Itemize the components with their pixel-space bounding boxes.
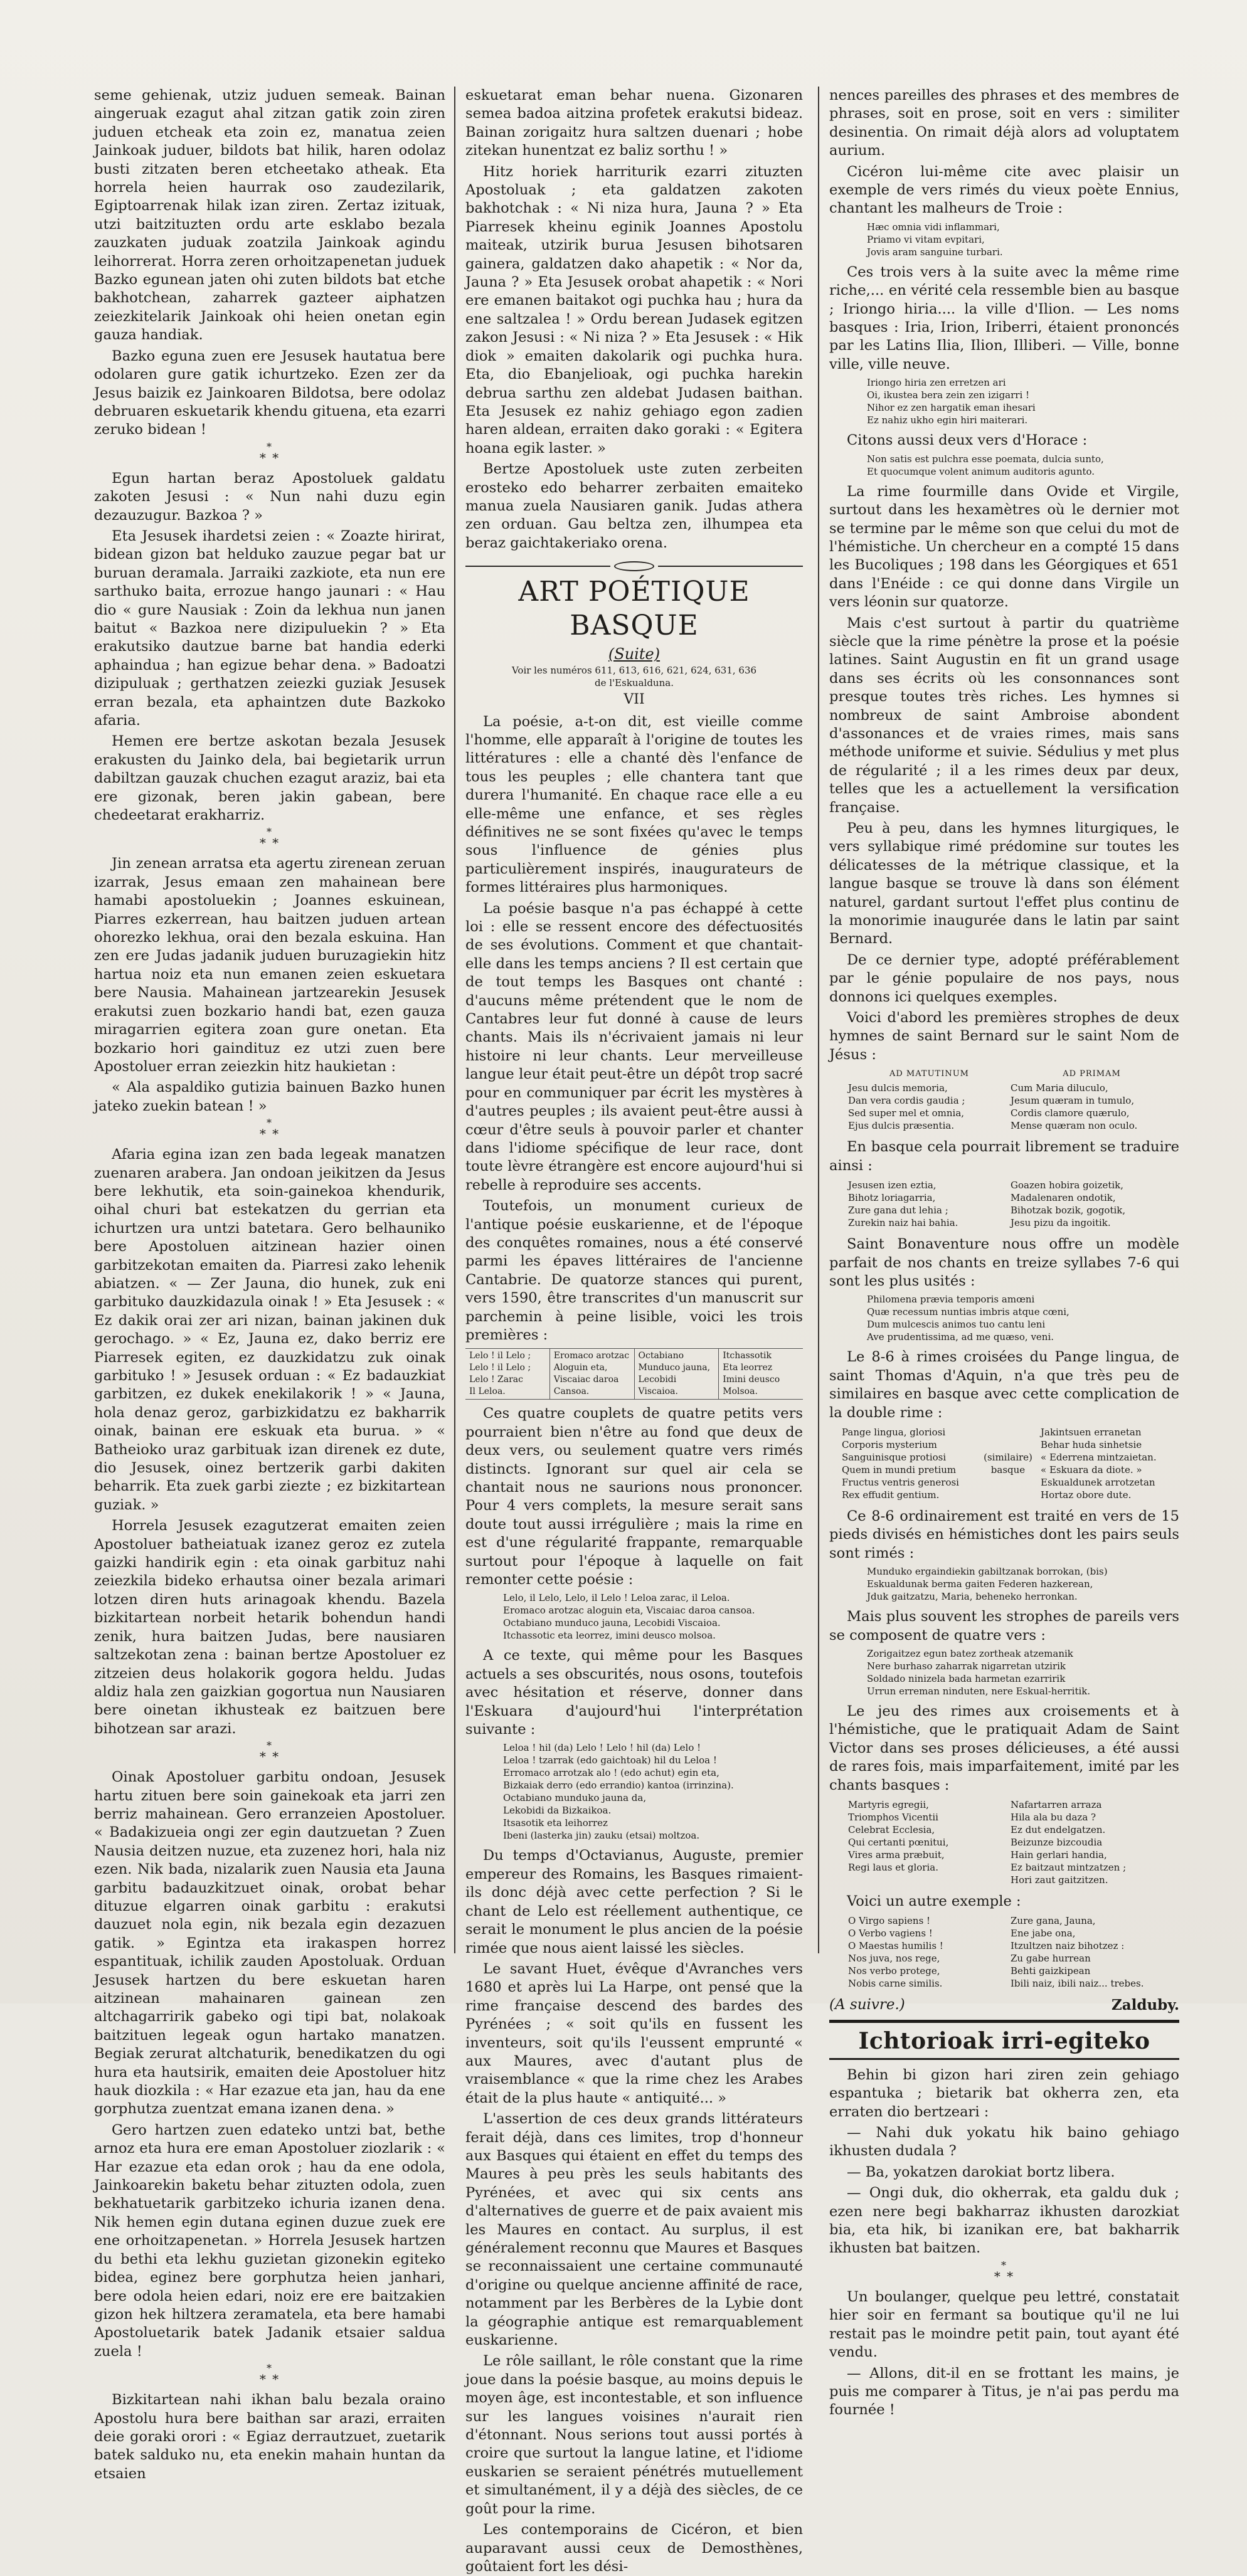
paragraph: Behin bi gizon hari ziren zein gehiago espantuka ; bietarik bat okherra zen, eta erraten dio bertzeari : xyxy=(829,2066,1179,2120)
paragraph: eskuetarat eman behar nuena. Gizonaren semea badoa aitzina profetek erakutsi bideaz. Bainan zorigaitz hura saltzen duenari ; hobe zitekan hunentzat ez baliz sorthu ! » xyxy=(465,87,803,159)
paragraph: Mais c'est surtout à partir du quatrième siècle que la rime pénètre la prose et la poésie latines. Saint Augustin en fit un grand usage dans ses écrits où les consonnances sont presque toutes très riches. Les hymnes si nombreux de saint Ambroise abondent d'assonances et de vraies rimes, mais sans méthode uniforme et suivie. Sédulius y met plus de régularité ; il a les rimes deux par deux, telles que les a actuellement la versification française. xyxy=(829,615,1179,816)
paragraph: Gero hartzen zuen edateko untzi bat, bethe arnoz eta hura ere eman Apostoluer ziozlarik : « Har ezazue eta edan orok ; hau da ene odola, Jainkoarekin baketu behar zituzten odola, zuen bekhatuetarik garbitzeko ichuria izanen dena. Nik hemen egin dutana eginen duzue zuek ere ene orhoitzapenetan. » Horrela Jesusek hartzen du bethi eta lekhu guzietan gizonekin egiteko bidea, eginez bere gorphutza heien janhari, bere odola heien edari, noiz ere ere baitzakien gizon hek hiltzera zeramatela, eta bere hamabi Apostoluetarik batek Jadanik etsaier saldua zuela ! xyxy=(94,2121,445,2360)
paragraph: La poésie, a-t-on dit, est vieille comme l'homme, elle apparaît à l'origine de toutes les littératures : elle a chanté dès l'enfance de tous les peuples ; elle chantera tant que durera l'humanité. En chaque race elle a eu elle-même une enfance, et ses règles définitives ne se sont fixées qu'avec le temps sous l'influence de génies plus particulièrement inspirés, inaugurateurs de formes littéraires plus harmoniques. xyxy=(465,713,803,896)
article-reference: Voir les numéros 611, 613, 616, 621, 624, 631, 636 xyxy=(511,665,757,677)
paragraph: nences pareilles des phrases et des membres de phrases, soit en prose, soit en vers : similiter desinentia. On rimait déjà alors ad voluptatem aurium. xyxy=(829,87,1179,159)
verse-block: Zorigaitzez egun batez zortheak atzemanik Nere burhaso zaharrak nigarretan utzirik Soldado ninizela bada harmetan ezarririk Urrun erreman ninduten, nere Eskual-herritik. xyxy=(867,1647,1091,1697)
paragraph: Le savant Huet, évêque d'Avranches vers 1680 et après lui La Harpe, ont pensé que la rime française descend des bardes des Pyrénées ; « soit qu'ils en fussent les inventeurs, soit qu'ils l'eussent emprunté « aux Maures, avec d'autant plus de vraisemblance « que la rime chez les Arabes était de la plus haute « antiquité... » xyxy=(465,1960,803,2106)
hymn-pair xyxy=(848,1068,1173,1132)
verse-block: Iriongo hiria zen erretzen ari Oi, ikustea bera zein zen izigarri ! Nihor ez zen hargatik eman ihesari Ez nahiz ukho egin hiri maiterari. xyxy=(867,377,1036,426)
paragraph: Bertze Apostoluek uste zuten zerbeiten erosteko edo beharrer zerbaiten emaiteko manua zuela Nausiaren ganik. Judas athera zen orduan. Gau beltza zen, ilhumpea eta beraz gaichtakeriako orena. xyxy=(465,461,803,551)
verse-block: Munduko ergaindiekin gabiltzanak borrokan, (bis) Eskualdunak berma gaiten Federen hazkerean, Jduk gaitzatzu, Maria, beheneko herronkan. xyxy=(867,1566,1108,1603)
paragraph: seme gehienak, utziz juduen semeak. Bainan aingeruak ezagut ahal zitzan gatik zoin ziren juduen etcheak eta zoin ez, manatua zeien Jainkoak juduer, bildots bat hilik, haren odolaz busti zitzaten beren etcheetako atheak. Eta horrela heien haurrak oso zaudezilarik, Egiptoarrenak hilak izan ziren. Zertaz izituak, utzi baitzituzten ordu arte esklabo bezala zauzkaten juduak zoatzila Jainkoak agindu leihorrerat. Horra zeren orhoitzapenetan juduek Bazko egunean jaten ohi zuten bildots bat etche bakhotchean, zaharrek gazteer aiphatzen zeiezkitelarik Jainkoak ohi heien onetan egin gauza handiak. xyxy=(94,87,445,344)
paragraph: Un boulanger, quelque peu lettré, constatait hier soir en fermant sa boutique qu'il ne lui restait pas le moindre petit pain, tout ayant été vendu. xyxy=(829,2288,1179,2361)
title-underline xyxy=(829,2058,1179,2060)
paragraph: Bizkitartean nahi ikhan balu bezala oraino Apostolu hura bere baithan sar arazi, erraiten deie goraki orori : « Egiaz derrautzuet, zuetarik batek salduko nu, eta enekin mahain huntan da etsaien xyxy=(94,2392,445,2482)
column-3 xyxy=(829,87,1179,2419)
example-comparison: O Virgo sapiens ! O Verbo vagiens ! O Maestas humilis ! Nos juva, nos rege, Nos verbo protege, Nobis carne similis. Zure gana, Jauna, Ene jabe ona, Itzultzen naiz bihotzez : Zu gabe hurrean Behti gaizkipean Ibili naiz, ibili naiz... trebes. xyxy=(848,1915,1144,1990)
paragraph: Horrela Jesusek ezagutzerat emaiten zeien Apostoluer batheiatuak izanez geroz ez zutela gaizki handirik egin : eta oinak garbituz nahi zeiezkila bideko erhautsa oiner bezala arimari lotzen diren huts arinagoak khendu. Bazela bizkitartean norbeit hetarik bohendun handi zenik, hura baitzen Judas, bere nausiaren saltzekotan zena : bainan bertze Apostoluer ez zitzeien deus holakorik gogora heldu. Judas aldiz hala zen gaizkian gogortua nun Nausiaren bere oinetan ikhusteak ez baitzuen bere bihotzean sar arazi. xyxy=(94,1518,445,1737)
paragraph: « Ala aspaldiko gutizia bainuen Bazko hunen jateko zuekin batean ! » xyxy=(94,1079,445,1114)
paragraph: La rime fourmille dans Ovide et Virgile, surtout dans les hexamètres où le dernier mot se termine par le même son que celui du mot de l'hémistiche. Un chercheur en a compté 15 dans les Bucoliques ; 198 dans les Géorgiques et 651 dans l'Enéide : ce qui donne dans Virgile un vers léonin sur quatorze. xyxy=(829,483,1179,611)
section-divider xyxy=(829,2020,1179,2023)
paragraph: — Ongi duk, dio okherrak, eta galdu duk ; ezen nere begi bakharraz ikhusten darozkiat bia, eta hik, bi izanikan ere, bat bakharrik ikhusten bat baitzen. xyxy=(829,2185,1179,2257)
verse-block: Lelo, il Lelo, Lelo, il Lelo ! Leloa zarac, il Leloa. Eromaco arotzac aloguin eta, Viscaiac daroa cansoa. Octabiano munduco jauna, Lecobidi Viscaioa. Itchassotic eta leorrez, imini deusco molsoa. xyxy=(503,1592,755,1642)
paragraph: Ces trois vers à la suite avec la même rime riche,... en vérité cela ressemble bien au basque ; Iriongo hiria.... la ville d'Ilion. — Les noms basques : Iria, Irion, Iriberri, étaient prononcés par les Latins Ilia, Ilion, Illiberi. — Ville, bonne ville, ville neuve. xyxy=(829,263,1179,372)
section-title: Ichtorioak irri-egiteko xyxy=(858,2027,1150,2054)
paragraph: Hitz horiek harriturik ezarri zituzten Apostoluak ; eta galdatzen zakoten bakhotchak : « Ni niza hura, Jauna ? » Eta Piarresek kheinu eginik Joannes Apostolu maiteak, utzirik burua Jesusen bihotsaren gainera, galdatzen dako ahapetik : « Nor da, Jauna ? » Eta Jesusek orobat ahapetik : « Nori ere emanen baitakot ogi puchka hau ; hura da ene saltzalea ! » Ordu berean Judasek egitzen zakon Jesusi : « Ni niza ? » Eta Jesusek : « Hik diok » emaiten dakolarik ogi puchka hura. Eta, dio Ebanjelioak, ogi puchka harekin debrua sarthu zen aldebat Judasen baithan. Eta Jesusek ez nahiz gehiago egon zadien haren aldean, erraiten dako goraki : « Egitera hoana egik laster. » xyxy=(465,163,803,457)
article-subtitle: (Suite) xyxy=(608,645,661,663)
paragraph: Bazko eguna zuen ere Jesusek hautatua bere odolaren gure gatik ichurtzeko. Ezen zer da Jesus baizik ez Jainkoaren Bildotsa, bere odolaz debruaren eskuetarik khendu gituena, eta ezarri zeruko bidean ! xyxy=(94,347,445,438)
paragraph: Saint Bonaventure nous offre un modèle parfait de nos chants en treize syllabes 7-6 qui sont les plus usités : xyxy=(829,1236,1179,1289)
verse-block: Leloa ! hil (da) Lelo ! Lelo ! hil (da) Lelo ! Leloa ! tzarrak (edo gaichtoak) hil du Leloa ! Erromaco arrotzak alo ! (edo achut) egin eta, Bizkaiak derro (edo errandio) kantoa (irrinzina). Octabiano munduko jauna da, Lekobidi da Bizkaikoa. Itsasotik eta leihorrez Ibeni (lasterka jin) zauku (etsai) moltzoa. xyxy=(503,1742,734,1842)
paragraph: Jin zenean arratsa eta agertu zirenean zeruan izarrak, Jesus emaan zen mahainean bere hamabi apostoluekin ; Joannes eskuinean, Piarres ezkerrean, hau baitzen juduen artean ohorezko lekhua, orai den bezala eskuina. Han zen ere Judas jadanik juduen buruzagiekin hitz hartua noiz eta nun emanen zeien eskuetara bere Nausia. Mahainean jartzearekin Jesusek erakutsi zuen bozkario handi bat, ezen gauza miragarrien egitera zoan gure onetan. Eta bozkario hori gaindituz ez utzi zuen bere Apostoluer erran zeiezkin hitz haukietan : xyxy=(94,855,445,1075)
to-be-continued: (A suivre.) xyxy=(829,1997,905,2014)
paragraph: — Nahi duk yokatu hik baino gehiago ikhusten dudala ? xyxy=(829,2125,1179,2160)
paragraph: — Ba, yokatzen darokiat bortz libera. xyxy=(847,2163,1115,2180)
victor-comparison: Martyris egregii, Triomphos Vicentii Celebrat Ecclesia, Qui certanti pœnitui, Vires arma præbuit, Regi laus et gloria. Nafartarren arraza Hila ala bu daza ? Ez dut endelgatzen. Beizunze bizcoudia Hain gerlari handia, Ez baitzaut mintzatzen ; Hori zaut gaitzitzen. xyxy=(848,1799,1127,1886)
paragraph: A ce texte, qui même pour les Basques actuels a ses obscurités, nous osons, toutefois avec hésitation et réserve, donner dans l'Eskuara d'aujourd'hui l'interprétation suivante : xyxy=(465,1647,803,1738)
asterism-separator: * * * xyxy=(259,1117,280,1142)
basque-translation-pair: Jesusen izen eztia, Bihotz loriagarria, Zure gana dut lehia ; Zurekin naiz hai bahia. Goazen hobira goizetik, Madalenaren ondotik, Bihotzak bozik, gogotik, Jesu pizu da ingoitik. xyxy=(848,1180,1126,1229)
paragraph: Ce 8-6 ordinairement est traité en vers de 15 pieds divisés en hémistiches dont les pairs seuls sont rimés : xyxy=(829,1507,1179,1561)
column-rule xyxy=(818,87,819,1953)
paragraph: Les contemporains de Cicéron, et bien auparavant aussi ceux de Demosthènes, goûtaient fort les dési- xyxy=(465,2521,803,2575)
asterism-separator: * * * xyxy=(259,440,280,465)
paragraph: Mais plus souvent les strophes de pareils vers se composent de quatre vers : xyxy=(829,1608,1179,1644)
paragraph: Oinak Apostoluer garbitu ondoan, Jesusek hartu zituen bere soin gainekoak eta jarri zen berriz mahainean. Gero erranzeien Apostoluer. « Badakizueia ongi zer egin dautzuetan ? Zuen Nausia deitzen nuzue, eta zuzenez hori, hala niz ezen. Nik bada, nizalarik zuen Nausia eta Jauna garbitu badauzkitzuet oinak, orobat behar dituzue elgarren oinak garbitu : erakutsi dauzuet nola egin, nik bezala egin dezazuen gatik. » Egintza eta irakaspen horrez espantituak, ichilik zauden Apostoluak. Orduan Jesusek hartzen du bere eskuetan haren aitzinean mahainaren gainean zen altchagarririk gabeko ogi tipi bat, nolakoak baitzituen legeak ogun hartako manatzen. Begiak zerurat altchaturik, benedikatzen du ogi hura eta hautsirik, emaiten deie Apostoluer hitz hauk diozkila : « Har ezazue eta jan, hau da ene gorphutza zuentzat emana izanen dena. » xyxy=(94,1769,445,2118)
column-2 xyxy=(465,87,803,2575)
asterism-separator: * * * xyxy=(259,2362,280,2387)
paragraph: Cicéron lui-même cite avec plaisir un exemple de vers rimés du vieux poète Ennius, chantant les malheurs de Troie : xyxy=(829,163,1179,217)
lelo-poem-grid xyxy=(465,1348,803,1400)
paragraph: Eta Jesusek ihardetsi zeien : « Zoazte hirirat, bidean gizon bat helduko zauzue pegar bat ur buruan deramala. Jarraiki zazkiote, eta nun ere sarthuko baita, errozue hango jaunari : « Hau dio « gure Nausiak : Zoin da lekhua nun janen baitut « Bazkoa nere dizipuluekin ? » Eta erakutsiko dautzue barne bat handia ederki aphaindua ; han egizue behar dena. » Badoatzi dizipuluak ; gerthatzen zeiezki guziak Jesusek erran bezala, eta aphaintzen dute Bazkoko afaria. xyxy=(94,527,445,729)
verse-block: Non satis est pulchra esse poemata, dulcia sunto, Et quocumque volent animum auditoris agunto. xyxy=(867,453,1104,477)
paragraph: Citons aussi deux vers d'Horace : xyxy=(847,432,1088,449)
poem-stanza: Itchassotik Eta leorrez Imini deusco Molsoa. xyxy=(723,1351,780,1397)
asterism-separator: * * * xyxy=(259,826,280,851)
paragraph: Hemen ere bertze askotan bezala Jesusek erakusten du Jainko dela, bai begietarik urrun dabiltzan gauzak chuchen ezagut araziz, bai eta ere gizonak, beren jakin gabean, bere chedeetarat erakharriz. xyxy=(94,733,445,824)
paragraph: Afaria egina izan zen bada legeak manatzen zuenaren arabera. Jan ondoan jeikitzen da Jesus bere lekhutik, eta soin-gainekoa khendurik, oihal churi bat estekatzen du gerrian eta ichurtzen ura untzi batetara. Gero belhauniko bere Apostoluen aitzinean hazier oinen garbitzekotan emaiten da. Piarresi zako lehenik abiatzen. « — Zer Jauna, dio hunek, zuk eni garbituko dauzkidazula oinak ! » Eta Jesusek : « Ez dakik orai zer ari nizan, bainan jakinen duk gerochago. » « Ez, Jauna ez, dako berriz ere Piarresek egiten, ez dauzkidatzu zuk oinak garbituko ! » Jesusek orduan : « Ez badauzkiat garbitzen, ez dukek enekilakorik ! » « Jauna, hola denaz geroz, garbizkidatzu ez bakharrik oinak, bainan ere eskuak eta burua. » « Batheioko uraz garbituak izan direnek ez dute, dio Jesusek, oinez bertzerik garbi dakiten beharrik. Eta zuek garbi ziezte ; ez bizkitartean guziak. » xyxy=(94,1146,445,1513)
paragraph: La poésie basque n'a pas échappé à cette loi : elle se ressent encore des défectuosités de ses évolutions. Comment et que chantait-elle dans les temps anciens ? Il est certain que de tout temps les Basques ont chanté : d'aucuns même prétendent que le nom de Cantabres leur fut donné à cause de leurs chants. Mais ils n'écrivaient jamais ni leur histoire ni leur chants. Leur merveilleuse langue leur était peut-être un dépôt trop sacré pour en communiquer par écrit les mystères à d'autres peuples ; ils avaient peut-être aussi à cœur d'être seuls à pouvoir parler et chanter dans l'idiome spécifique de leur race, dont toute lèvre étrangère est encore aujourd'hui si rebelle à reproduire ses accents. xyxy=(465,900,803,1193)
paragraph: Le 8-6 à rimes croisées du Pange lingua, de saint Thomas d'Aquin, n'a que très peu de similaires en basque avec cette complication de la double rime : xyxy=(829,1349,1179,1421)
paragraph: De ce dernier type, adopté préférablement par le génie populaire de nos pays, nous donnons ici quelques exemples. xyxy=(829,951,1179,1005)
paragraph: Du temps d'Octavianus, Auguste, premier empereur des Romains, les Basques rimaient-ils donc déjà avec cette perfection ? Si le chant de Lelo est réellement authentique, ce serait le monument le plus ancien de la poésie rimée que nous aient laissé les siècles. xyxy=(465,1847,803,1956)
article-reference: de l'Eskualduna. xyxy=(595,677,674,689)
paragraph: Le jeu des rimes aux croisements et à l'hémistiche, que le pratiquait Adam de Saint Victor dans ses proses délicieuses, a été aussi de rares fois, mais imparfaitement, imité par les chants basques : xyxy=(829,1702,1179,1793)
section-ornament-rule xyxy=(465,561,803,571)
asterism-separator: * * * xyxy=(994,2259,1015,2284)
poem-stanza: Lelo ! il Lelo ; Lelo ! il Lelo ; Lelo ! Zarac Il Leloa. xyxy=(465,1349,550,1399)
asterism-separator: * * * xyxy=(259,1739,280,1765)
paragraph: Toutefois, un monument curieux de l'antique poésie euskarienne, et de l'époque des conquêtes romaines, nous a été conservé parmi les épaves littéraires de l'ancienne Cantabrie. De quatorze stances qui purent, vers 1590, être transcrites d'un manuscrit sur parchemin à peine lisible, voici les trois premières : xyxy=(465,1198,803,1343)
paragraph: Voici un autre exemple : xyxy=(847,1893,1021,1909)
chapter-numeral: VII xyxy=(624,692,645,708)
paragraph: Le rôle saillant, le rôle constant que la rime joue dans la poésie basque, au moins depuis le moyen âge, est incontestable, et son influence sur les langues voisines n'aurait rien d'étonnant. Nous serions tout aussi portés à croire que surtout la langue latine, et l'idiome euskarien se seraient pénétrés mutuellement et simultanément, il y a déjà des siècles, de ce goût pour la rime. xyxy=(465,2353,803,2517)
paragraph: Egun hartan beraz Apostoluek galdatu zakoten Jesusi : « Nun nahi duzu egin dezauzugur. Bazkoa ? » xyxy=(94,470,445,524)
hymn-right: AD PRIMAM Cum Maria diluculo, Jesum quæram in tumulo, Cordis clamore quærulo, Mense quæram non oculo. xyxy=(1011,1069,1138,1132)
pange-lingua-comparison: Pange lingua, gloriosi Corporis mysterium Sanguinisque protiosi Quem in mundi pretium Fructus ventris generosi Rex effudit gentium. (similaire) basque Jakintsuen erranetan Behar huda sinhetsie « Ederrena mintzaietan. « Eskuara da diote. » Eskualdunek arrotzetan Hortaz obore dute. xyxy=(842,1426,1157,1501)
poem-stanza: Eromaco arotzac Aloguin eta, Viscaiac daroa Cansoa. xyxy=(550,1349,635,1399)
paragraph: Ces quatre couplets de quatre petits vers pourraient bien n'être au fond que deux de deux vers, ou seulement quatre vers rimés distincts. Ignorant sur quel air cela se chantait nous ne saurions nous prononcer. Pour 4 vers complets, la mesure serait sans doute tout aussi irrégulière ; mais la rime en est d'une régularité frappante, remarquable surtout pour l'époque à laquelle on fait remonter cette poésie : xyxy=(465,1405,803,1588)
author-name: Zalduby. xyxy=(1111,1997,1179,2014)
verse-block: Hæc omnia vidi inflammari, Priamo vi vitam evpitari, Jovis aram sanguine turbari. xyxy=(867,221,1003,258)
paragraph: L'assertion de ces deux grands littérateurs ferait déjà, dans ces limites, trop d'honneur aux Basques qui étaient en effet du temps des Maures à peu près les seuls habitants des Pyrénées, et avec qui six cents ans d'alternatives de guerre et de paix avaient mis les Maures en contact. Au surplus, il est généralement reconnu que Maures et Basques se reconnaissaient une certaine communauté d'origine ou quelque ancienne affinité de race, notamment par les Berbères de la Lybie dont la géographie antique est remarquablement euskarienne. xyxy=(465,2111,803,2349)
paragraph: Voici d'abord les premières strophes de deux hymnes de saint Bernard sur le saint Nom de Jésus : xyxy=(829,1010,1179,1063)
column-rule xyxy=(454,87,455,1953)
paragraph: En basque cela pourrait librement se traduire ainsi : xyxy=(829,1139,1179,1174)
poem-stanza: Octabiano Munduco jauna, Lecobidi Viscaioa. xyxy=(635,1349,719,1399)
verse-block: Philomena prævia temporis amœni Quæ recessum nuntias imbris atque cœni, Dum mulcescis animos tuo cantu leni Ave prudentissima, ad me quæso, veni. xyxy=(867,1294,1069,1343)
article-signature xyxy=(829,1996,1179,2014)
paragraph: — Allons, dit-il en se frottant les mains, je puis me comparer à Titus, je n'ai pas perdu ma fournée ! xyxy=(829,2365,1179,2419)
article-title: ART POÉTIQUE BASQUE xyxy=(518,576,750,642)
paragraph: Peu à peu, dans les hymnes liturgiques, le vers syllabique rimé prédomine sur toutes les délicatesses de la métrique classique, et la langue basque se trouve là dans son élément naturel, gardant surtout l'effet plus continu de la monorimie inaugurée dans le latin par saint Bernard. xyxy=(829,820,1179,948)
hymn-left: AD MATUTINUM Jesu dulcis memoria, Dan vera cordis gaudia ; Sed super mel et omnia, Ejus dulcis præsentia. xyxy=(848,1069,969,1132)
column-1 xyxy=(94,87,445,2482)
